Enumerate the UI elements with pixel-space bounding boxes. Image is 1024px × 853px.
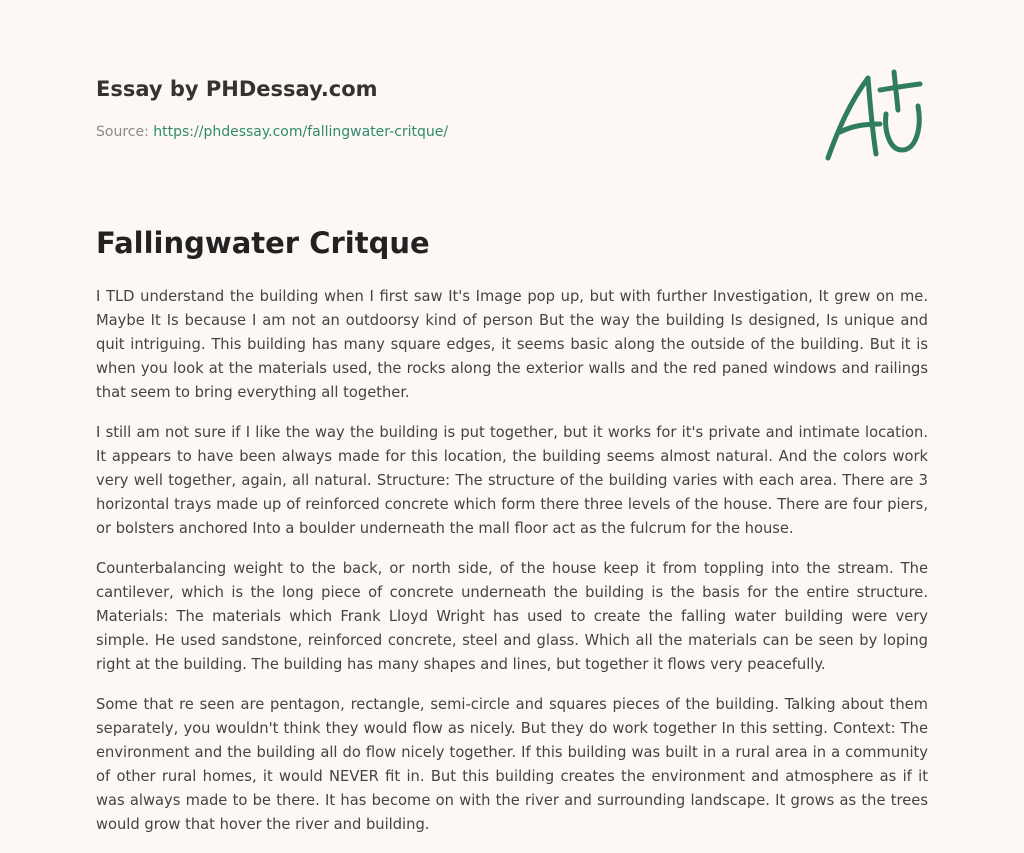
essay-paragraph: Some that re seen are pentagon, rectangle, semi-circle and squares pieces of the building. Talking about them separately, you wouldn't think they would flow as nicely. But they do work together In this setting. Context: The environment and the building all do flow nicely together. If this building was built in a rural area in a community of other rural homes, it would NEVER fit in. But this building creates the environment and atmosphere as if it was always made to be there. It has become on with the river and surrounding landscape. It grows as the trees would grow that hover the river and building. [96,696,928,833]
a-plus-grade-icon [824,66,928,166]
source-label: Source: [96,124,154,140]
site-brand: Essay by PHDessay.com [96,77,378,101]
source-link[interactable]: https://phdessay.com/fallingwater-critque/ [153,124,449,140]
essay-paragraph: I still am not sure if I like the way the building is put together, but it works for it's private and intimate location. It appears to have been always made for this location, the building seems almost natural. And the colors work very well together, again, all natural. Structure: The structure of the building varies with each area. There are 3 horizontal trays made up of reinforced concrete which form there three levels of the house. There are four piers, or bolsters anchored Into a boulder underneath the mall floor act as the fulcrum for the house. [96,424,928,537]
essay-paragraph: Counterbalancing weight to the back, or north side, of the house keep it from toppling into the stream. The cantilever, which is the long piece of concrete underneath the building is the basis for the entire structure. Materials: The materials which Frank Lloyd Wright has used to create the falling water building were very simple. He used sandstone, reinforced concrete, steel and glass. Which all the materials can be seen by loping right at the building. The building has many shapes and lines, but together it flows very peacefully. [96,560,928,673]
essay-body [96,285,928,853]
source-line [96,124,448,140]
essay-title: Fallingwater Critque [96,226,430,260]
essay-paragraph: I TLD understand the building when I first saw It's Image pop up, but with further Investigation, It grew on me. Maybe It Is because I am not an outdoorsy kind of person But the way the building Is designed, Is unique and quit intriguing. This building has many square edges, it seems basic along the outside of the building. But it is when you look at the materials used, the rocks along the exterior walls and the red paned windows and railings that seem to bring everything all together. [96,288,928,401]
